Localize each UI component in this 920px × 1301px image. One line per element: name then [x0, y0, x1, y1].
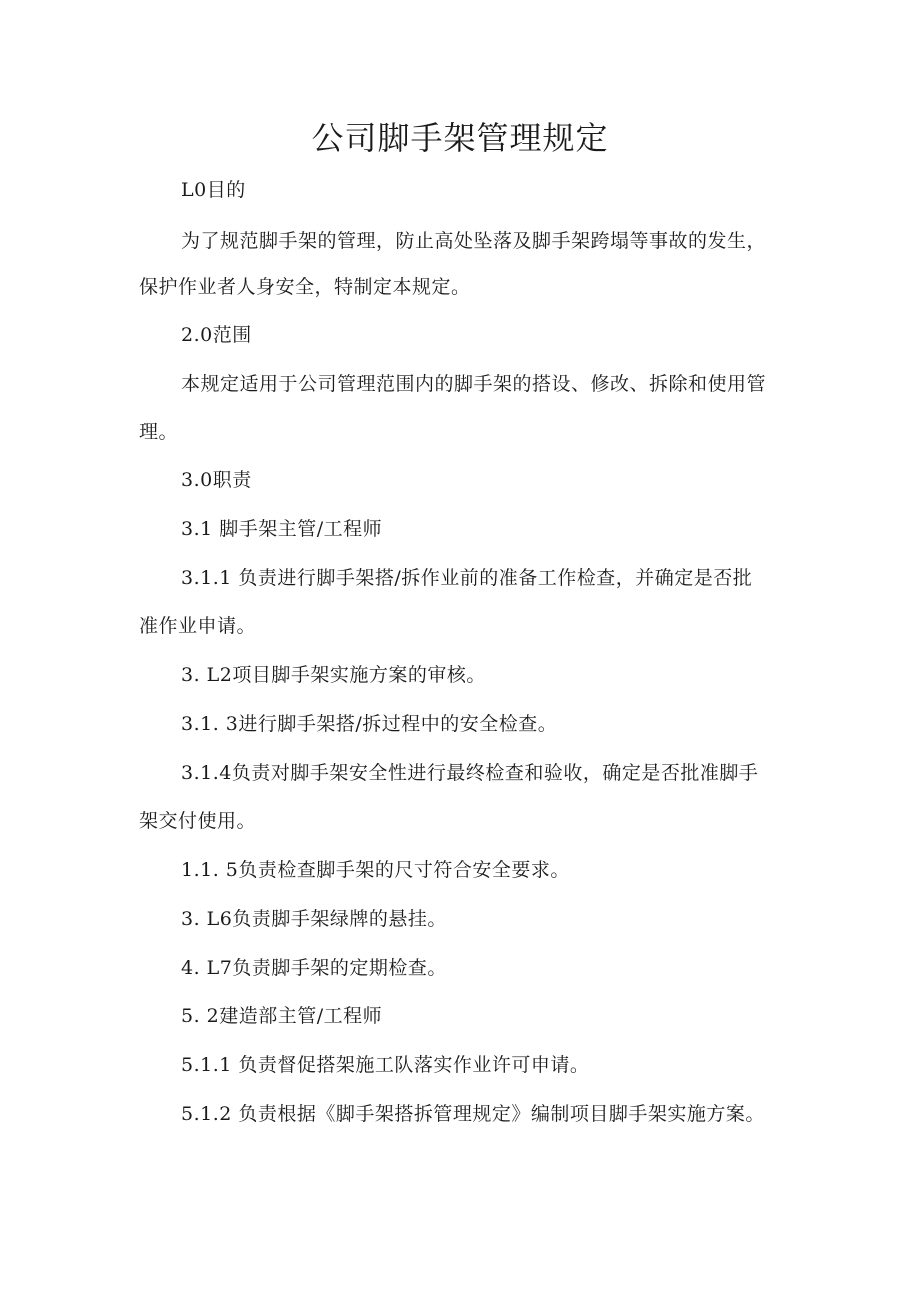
list-item: 3.1.4负责对脚手架安全性进行最终检查和验收，确定是否批准脚手: [181, 762, 759, 784]
paragraph-line: 本规定适用于公司管理范围内的脚手架的搭设、修改、拆除和使用管: [181, 373, 767, 395]
list-item: 3. L2项目脚手架实施方案的审核。: [181, 664, 486, 686]
section-heading-responsibilities: 3.0职责: [181, 469, 252, 491]
list-item: 4. L7负责脚手架的定期检查。: [181, 957, 447, 979]
paragraph-line: 为了规范脚手架的管理，防止高处坠落及脚手架跨塌等事故的发生，: [181, 230, 767, 252]
section-heading-purpose: L0目的: [181, 179, 246, 201]
list-item: 1.1. 5负责检查脚手架的尺寸符合安全要求。: [181, 859, 570, 881]
list-item: 5.1.2 负责根据《脚手架搭拆管理规定》编制项目脚手架实施方案。: [181, 1103, 765, 1125]
paragraph-line: 保护作业者人身安全，特制定本规定。: [139, 276, 471, 298]
list-item: 5.1.1 负责督促搭架施工队落实作业许可申请。: [181, 1054, 590, 1076]
document-title: 公司脚手架管理规定: [311, 119, 609, 157]
section-heading-scope: 2.0范围: [181, 324, 252, 346]
list-item: 3.1.1 负责进行脚手架搭/拆作业前的准备工作检查，并确定是否批: [181, 567, 753, 589]
list-item-continuation: 架交付使用。: [139, 810, 257, 832]
subsection-heading: 3.1 脚手架主管/工程师: [181, 518, 383, 540]
subsection-heading: 5. 2建造部主管/工程师: [181, 1005, 383, 1027]
paragraph-line: 理。: [139, 421, 179, 443]
list-item-continuation: 准作业申请。: [139, 615, 257, 637]
list-item: 3. L6负责脚手架绿牌的悬挂。: [181, 908, 447, 930]
list-item: 3.1. 3进行脚手架搭/拆过程中的安全检查。: [181, 713, 558, 735]
